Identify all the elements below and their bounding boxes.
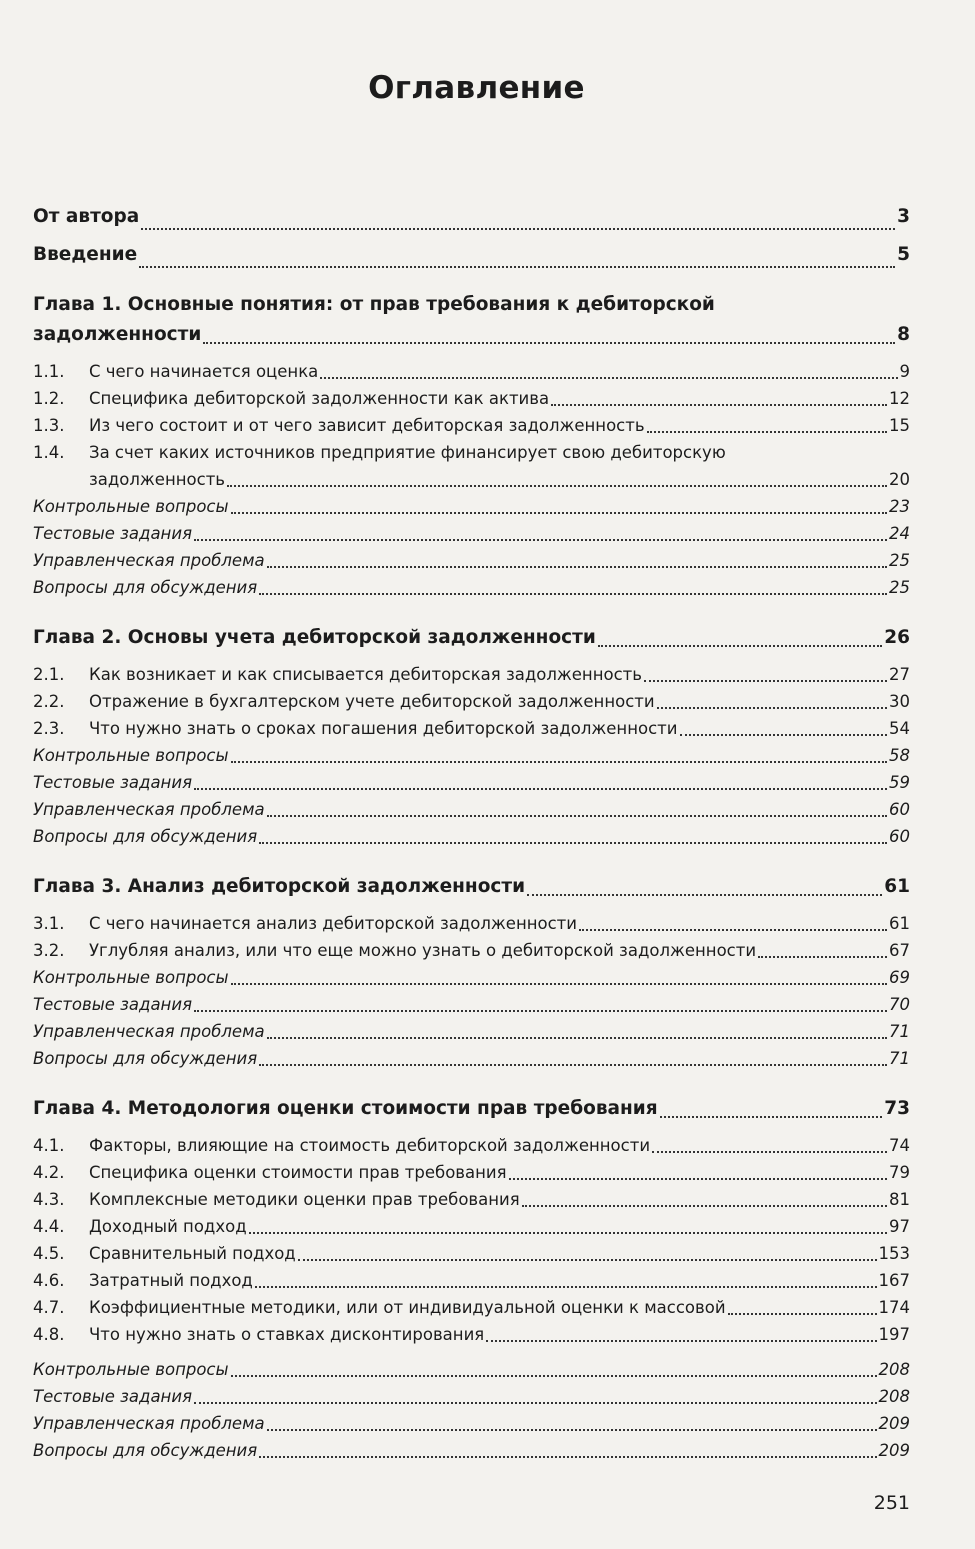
section-entry[interactable] [33,1159,910,1186]
chapter-item[interactable] [33,742,910,769]
chapter-title: Глава 2. Основы учета дебиторской задолженности [33,627,596,648]
leader-dots [267,815,887,817]
leader-dots [320,377,897,379]
section-entry[interactable] [33,1321,910,1348]
section-entry[interactable] [33,910,910,937]
section-title: Что нужно знать о ставках дисконтирования [89,1325,485,1344]
leader-dots [194,539,887,541]
section-title: Комплексные методики оценки прав требования [89,1190,520,1209]
chapter-title-line[interactable] [33,872,910,902]
page-number: 251 [873,1492,910,1514]
chapter-page: 26 [884,627,910,648]
section-number: 2.3. [33,719,65,738]
chapter-item[interactable] [33,1383,910,1410]
item-page: 60 [889,827,910,846]
chapter-item[interactable] [33,964,910,991]
section-page: 20 [889,470,910,489]
section-page: 97 [889,1217,910,1236]
chapter-item[interactable] [33,574,910,601]
leader-dots [227,485,887,487]
section-page: 27 [889,665,910,684]
chapter-item[interactable] [33,520,910,547]
toc-entry-title: От автора [33,206,140,227]
item-page: 23 [889,497,910,516]
chapter-title-cont: задолженности [33,324,202,345]
item-title: Вопросы для обсуждения [33,1049,258,1068]
toc-entry-top[interactable] [33,198,910,236]
section-number: 4.4. [33,1217,65,1236]
section-entry[interactable] [33,688,910,715]
section-page: 74 [889,1136,910,1155]
section-entry[interactable] [33,715,910,742]
item-title: Контрольные вопросы [33,968,229,987]
section-title: Как возникает и как списывается дебиторская задолженность [89,665,642,684]
section-number: 4.3. [33,1190,65,1209]
item-page: 71 [889,1049,910,1068]
section-entry[interactable] [33,1186,910,1213]
leader-dots [644,680,887,682]
chapter-item[interactable] [33,493,910,520]
section-entry[interactable] [33,1294,910,1321]
leader-dots [255,1286,877,1288]
chapter-title-line[interactable] [33,320,910,350]
toc-entry-title: Введение [33,244,138,265]
chapter-page: 8 [897,324,910,345]
section-page: 79 [889,1163,910,1182]
chapter-item[interactable] [33,1356,910,1383]
section-number: 4.8. [33,1325,65,1344]
leader-dots [259,842,887,844]
section-title: Затратный подход [89,1271,253,1290]
chapter-item[interactable] [33,796,910,823]
item-page: 58 [889,746,910,765]
item-page: 209 [878,1414,910,1433]
chapter-4 [33,1094,910,1464]
leader-dots [194,1402,877,1404]
leader-dots [231,983,887,985]
leader-dots [267,1429,877,1431]
section-number: 3.2. [33,941,65,960]
item-page: 24 [889,524,910,543]
item-page: 71 [889,1022,910,1041]
chapter-item[interactable] [33,1045,910,1072]
leader-dots [259,593,887,595]
section-number: 4.6. [33,1271,65,1290]
leader-dots [652,1151,887,1153]
toc-entry-top[interactable] [33,236,910,274]
section-number: 1.1. [33,362,65,381]
item-title: Тестовые задания [33,773,192,792]
section-page: 174 [878,1298,910,1317]
section-entry[interactable] [33,937,910,964]
item-title: Тестовые задания [33,995,192,1014]
toc-entry-page: 3 [897,206,910,227]
item-page: 25 [889,551,910,570]
section-title: Доходный подход [89,1217,247,1236]
leader-dots [139,266,895,268]
section-title: Специфика оценки стоимости прав требования [89,1163,507,1182]
section-number: 2.1. [33,665,65,684]
item-title: Управленческая проблема [33,551,265,570]
item-page: 208 [878,1387,910,1406]
item-page: 69 [889,968,910,987]
leader-dots [657,707,887,709]
chapter-1 [33,290,910,601]
chapter-item[interactable] [33,991,910,1018]
chapter-title-line[interactable] [33,1094,910,1124]
leader-dots [298,1259,877,1261]
leader-dots [758,956,887,958]
section-page: 81 [889,1190,910,1209]
leader-dots [267,566,887,568]
chapter-item[interactable] [33,823,910,850]
item-title: Управленческая проблема [33,800,265,819]
toc-entry-page: 5 [897,244,910,265]
item-title: Вопросы для обсуждения [33,827,258,846]
leader-dots [231,512,887,514]
section-entry[interactable] [33,385,910,412]
item-page: 70 [889,995,910,1014]
item-title: Управленческая проблема [33,1022,265,1041]
chapter-item[interactable] [33,769,910,796]
section-title-cont: задолженность [89,470,226,489]
leader-dots [231,761,887,763]
leader-dots [259,1456,876,1458]
section-number: 4.5. [33,1244,65,1263]
section-title: Специфика дебиторской задолженности как актива [89,389,550,408]
chapter-title: Глава 4. Методология оценки стоимости прав требования [33,1098,658,1119]
section-title: Факторы, влияющие на стоимость дебиторской задолженности [89,1136,651,1155]
chapter-title-line[interactable] [33,290,910,320]
chapter-title: Глава 3. Анализ дебиторской задолженности [33,876,526,897]
section-page: 15 [889,416,910,435]
leader-dots [728,1313,877,1315]
section-title: За счет каких источников предприятие финансирует свою дебиторскую [89,443,726,462]
item-page: 60 [889,800,910,819]
section-entry[interactable] [33,661,910,688]
section-page: 153 [878,1244,910,1263]
item-title: Вопросы для обсуждения [33,578,258,597]
section-number: 4.1. [33,1136,65,1155]
section-page: 12 [889,389,910,408]
leader-dots [259,1064,887,1066]
section-entry-cont[interactable] [33,466,910,493]
section-entry[interactable] [33,358,910,385]
table-of-contents [33,198,910,1464]
section-entry[interactable] [33,412,910,439]
item-title: Контрольные вопросы [33,746,229,765]
item-title: Контрольные вопросы [33,497,229,516]
chapter-item[interactable] [33,1018,910,1045]
section-title: Отражение в бухгалтерском учете дебиторской задолженности [89,692,655,711]
section-page: 197 [878,1325,910,1344]
leader-dots [486,1340,876,1342]
leader-dots [551,404,887,406]
leader-dots [598,645,882,647]
section-entry[interactable] [33,1240,910,1267]
item-title: Тестовые задания [33,1387,192,1406]
item-page: 25 [889,578,910,597]
item-title: Контрольные вопросы [33,1360,229,1379]
chapter-item[interactable] [33,1437,910,1464]
section-number: 1.2. [33,389,65,408]
leader-dots [194,788,887,790]
leader-dots [579,929,887,931]
section-entry[interactable] [33,1213,910,1240]
item-page: 208 [878,1360,910,1379]
section-number: 1.4. [33,443,65,462]
section-page: 167 [878,1271,910,1290]
chapter-2 [33,623,910,850]
section-page: 54 [889,719,910,738]
leader-dots [680,734,888,736]
section-number: 1.3. [33,416,65,435]
chapter-item[interactable] [33,1410,910,1437]
item-page: 59 [889,773,910,792]
section-number: 4.7. [33,1298,65,1317]
leader-dots [647,431,887,433]
leader-dots [267,1037,887,1039]
section-number: 4.2. [33,1163,65,1182]
section-title: Сравнительный подход [89,1244,296,1263]
item-title: Управленческая проблема [33,1414,265,1433]
section-title: Углубляя анализ, или что еще можно узнать о дебиторской задолженности [89,941,757,960]
section-title: Из чего состоит и от чего зависит дебиторская задолженность [89,416,645,435]
leader-dots [141,228,895,230]
leader-dots [509,1178,887,1180]
chapter-title-line[interactable] [33,623,910,653]
item-title: Вопросы для обсуждения [33,1441,258,1460]
section-entry[interactable] [33,439,910,466]
item-page: 209 [878,1441,910,1460]
leader-dots [231,1375,877,1377]
section-entry[interactable] [33,1132,910,1159]
section-page: 61 [889,914,910,933]
chapter-3 [33,872,910,1072]
section-title: Коэффициентные методики, или от индивидуальной оценки к массовой [89,1298,726,1317]
section-title: С чего начинается оценка [89,362,319,381]
section-page: 9 [899,362,910,381]
leader-dots [249,1232,887,1234]
section-number: 2.2. [33,692,65,711]
chapter-title: Глава 1. Основные понятия: от прав требования к дебиторской [33,294,715,315]
chapter-item[interactable] [33,547,910,574]
section-entry[interactable] [33,1267,910,1294]
leader-dots [522,1205,887,1207]
leader-dots [660,1116,883,1118]
page-title: Оглавление [368,70,585,106]
section-page: 30 [889,692,910,711]
section-title: С чего начинается анализ дебиторской задолженности [89,914,578,933]
leader-dots [527,894,882,896]
item-title: Тестовые задания [33,524,192,543]
section-number: 3.1. [33,914,65,933]
chapter-page: 61 [884,876,910,897]
section-page: 67 [889,941,910,960]
section-title: Что нужно знать о сроках погашения дебиторской задолженности [89,719,678,738]
chapter-page: 73 [884,1098,910,1119]
leader-dots [194,1010,887,1012]
leader-dots [203,342,895,344]
